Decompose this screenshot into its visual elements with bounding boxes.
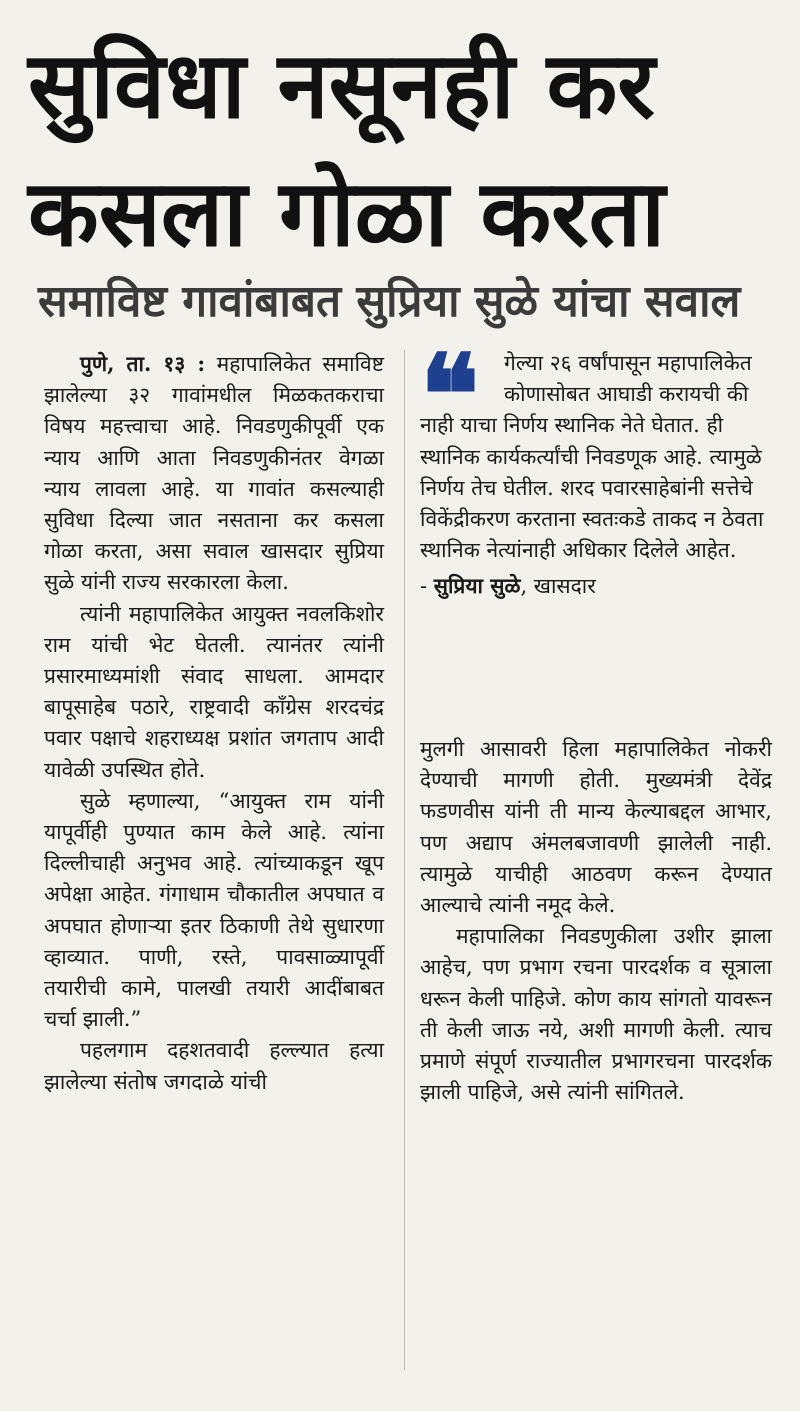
article-paragraph xyxy=(44,348,384,599)
paragraph-text: महापालिकेत समाविष्ट झालेल्या ३२ गावांमधील मिळकतकराचा विषय महत्त्वाचा आहे. निवडणुकीपूर्वी एक न्याय आणि आता निवडणुकीनंतर वेगळा न्याय लावला आहे. या गावांत कसल्याही सुविधा दिल्या जात नसताना कर कसला गोळा करता, असा सवाल खासदार सुप्रिया सुळे यांनी राज्य सरकारला केला. xyxy=(44,352,384,595)
quote-attribution xyxy=(420,570,772,602)
article-paragraph: पहलगाम दहशतवादी हल्ल्यात हत्या झालेल्या संतोष जगदाळे यांची xyxy=(44,1038,384,1094)
left-column xyxy=(44,348,384,1098)
subheadline: समाविष्ट गावांबाबत सुप्रिया सुळे यांचा सवाल xyxy=(38,276,741,327)
article-paragraph: त्यांनी महापालिकेत आयुक्त नवलकिशोर राम यांची भेट घेतली. त्यानंतर त्यांनी प्रसारमाध्यमांशी संवाद साधला. आमदार बापूसाहेब पठारे, राष्ट्रवादी काँग्रेस शरदचंद्र पवार पक्षाचे शहराध्यक्ष प्रशांत जगताप आदी यावेळी उपस्थित होते. xyxy=(44,601,384,782)
quote-author: सुप्रिया सुळे xyxy=(433,573,521,599)
dateline: पुणे, ता. १३ : xyxy=(80,351,206,376)
headline-line-2: कसला गोळा करता xyxy=(28,160,666,267)
headline-line-1: सुविधा नसूनही कर xyxy=(28,32,655,139)
quote-text: गेल्या २६ वर्षांपासून महापालिकेत कोणासोबत आघाडी करायची की नाही याचा निर्णय स्थानिक नेते घेतात. ही स्थानिक कार्यकर्त्यांची निवडणूक आहे. त्यामुळे निर्णय तेच घेतील. शरद पवारसाहेबांनी सत्तेचे विकेंद्रीकरण करताना स्वतःकडे ताकद न ठेवता स्थानिक नेत्यांनाही अधिकार दिलेले आहेत. xyxy=(420,351,764,563)
quote-dash: - xyxy=(420,574,434,599)
spacer xyxy=(420,708,772,734)
article-paragraph: मुलगी आसावरी हिला महापालिकेत नोकरी देण्याची मागणी होती. मुख्यमंत्री देवेंद्र फडणवीस यांनी ती मान्य केल्याबद्दल आभार, पण अद्याप अंमलबजावणी झालेली नाही. त्यामुळे याचीही आठवण करून देण्यात आल्याचे त्यांनी नमूद केले. xyxy=(420,737,772,918)
article-paragraph: महापालिका निवडणुकीला उशीर झाला आहेच, पण प्रभाग रचना पारदर्शक व सूत्राला धरून केली पाहिजे. कोण काय सांगतो यावरून ती केली जाऊ नये, अशी मागणी केली. त्याच प्रमाणे संपूर्ण राज्यातील प्रभागरचना पारदर्शक झाली पाहिजे, असे त्यांनी सांगितले. xyxy=(420,924,772,1105)
pull-quote xyxy=(420,330,772,708)
article-paragraph: सुळे म्हणाल्या, “आयुक्त राम यांनी यापूर्वीही पुण्यात काम केले आहे. त्यांना दिल्लीचाही अनुभव आहे. त्यांच्याकडून खूप अपेक्षा आहेत. गंगाधाम चौकातील अपघात व अपघात होणाऱ्या इतर ठिकाणी तेथे सुधारणा व्हाव्यात. पाणी, रस्ते, पावसाळ्यापूर्वी तयारीची कामे, पालखी तयारी आदींबाबत चर्चा झाली.” xyxy=(44,788,384,1032)
right-column xyxy=(420,330,772,1108)
column-divider xyxy=(404,350,405,1370)
quote-author-title: , खासदार xyxy=(520,574,596,599)
quote-mark-icon: ❝ xyxy=(420,330,480,459)
